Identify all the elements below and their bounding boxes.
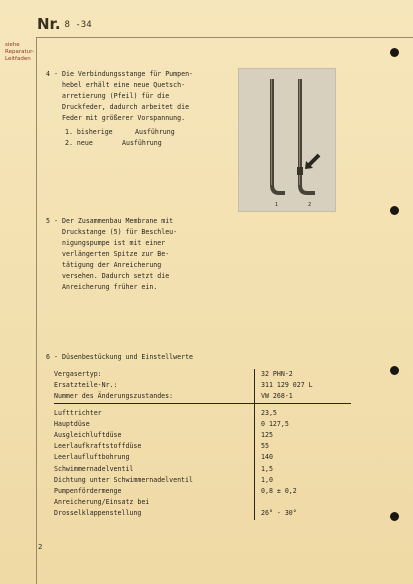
row-value: 1,5 <box>261 464 273 473</box>
row-label: Dichtung unter Schwimmernadelventil <box>54 475 255 486</box>
table-row <box>54 475 351 486</box>
number-value: 8 -34 <box>64 20 92 30</box>
table-row <box>54 452 351 463</box>
table-row <box>54 419 351 430</box>
table-row <box>54 380 351 391</box>
table-row <box>54 403 351 419</box>
photo-label: 2 <box>308 202 312 208</box>
row-value: 311 129 027 L <box>261 381 313 390</box>
table-row <box>54 508 351 519</box>
table-row <box>54 464 351 475</box>
row-value: 0,8 ± 0,2 <box>261 487 297 496</box>
section4-number: 4 - <box>46 70 58 78</box>
section4-list-label: 2. neue <box>65 139 93 147</box>
row-label: Ausgleichluftdüse <box>54 430 255 441</box>
row-value: 0 127,5 <box>261 419 289 428</box>
row-label: Lufttrichter <box>54 403 255 419</box>
punch-hole <box>390 48 399 57</box>
section5-number: 5 - <box>46 217 58 225</box>
table-row <box>54 486 351 497</box>
section4-line: Druckfeder, dadurch arbeitet die <box>62 103 190 111</box>
table-row <box>54 391 351 403</box>
row-label: Schwimmernadelventil <box>54 464 255 475</box>
row-label: Pumpenfördermenge <box>54 486 255 497</box>
section4-line: hebel erhält eine neue Quetsch- <box>62 81 186 89</box>
row-value: 32 PHN-2 <box>261 370 293 378</box>
punch-hole <box>390 206 399 215</box>
section4-line: Die Verbindungsstange für Pumpen- <box>62 70 194 78</box>
section4-list-value: Ausführung <box>122 139 162 147</box>
section6-number: 6 - <box>46 353 58 361</box>
photo-label: 1 <box>275 202 279 208</box>
row-label: Nummer des Änderungszustandes: <box>54 391 255 403</box>
row-label: Leerlaufkraftstoffdüse <box>54 441 255 452</box>
punch-hole <box>390 512 399 521</box>
row-value: 140 <box>261 453 273 462</box>
section4-line: arretierung (Pfeil) für die <box>62 92 170 100</box>
table-row <box>54 441 351 452</box>
margin-rule <box>36 37 37 584</box>
header-rule <box>36 37 413 38</box>
row-value <box>255 497 352 508</box>
row-value: 125 <box>261 431 273 440</box>
row-label: Ersatzteile-Nr.: <box>54 380 255 391</box>
row-label: Anreicherung/Einsatz bei <box>54 497 255 508</box>
row-value: 26° - 30° <box>261 509 297 518</box>
section4-line: Feder mit größerer Vorspannung. <box>62 114 186 122</box>
section4-list-value: Ausführung <box>135 128 175 136</box>
side-note: siehe Reparatur-Leitfaden <box>5 42 34 62</box>
section5-line: tätigung der Anreicherung <box>62 261 162 269</box>
row-value: VW 268-1 <box>255 391 352 403</box>
row-value: 1,0 <box>261 475 273 484</box>
row-value: 23,5 <box>261 408 277 417</box>
number-prefix: Nr. <box>37 15 61 33</box>
document-number <box>37 15 92 33</box>
row-label: Drosselklappenstellung <box>54 508 255 519</box>
row-value: 55 <box>261 442 269 451</box>
table-row <box>54 430 351 441</box>
section5-line: Druckstange (5) für Beschleu- <box>62 228 178 236</box>
page-number: 2 <box>38 543 43 551</box>
section6-title: Düsenbestückung und Einstellwerte <box>62 353 194 361</box>
row-label: Vergasertyp: <box>54 369 255 380</box>
section5-line: Anreicherung früher ein. <box>62 283 158 291</box>
table-row <box>54 369 351 380</box>
section5-line: versehen. Dadurch setzt die <box>62 272 170 280</box>
section4-list-label: 1. bisherige <box>65 128 113 136</box>
section5-line: verlängerten Spitze zur Be- <box>62 250 170 258</box>
row-label: Hauptdüse <box>54 419 255 430</box>
section5-line: Der Zusammenbau Membrane mit <box>62 217 174 225</box>
table-row <box>54 497 351 508</box>
punch-hole <box>390 366 399 375</box>
photo-connecting-rods <box>238 68 336 212</box>
section5-line: nigungspumpe ist mit einer <box>62 239 166 247</box>
settings-table <box>54 369 351 520</box>
row-label: Leerlaufluftbohrung <box>54 452 255 463</box>
